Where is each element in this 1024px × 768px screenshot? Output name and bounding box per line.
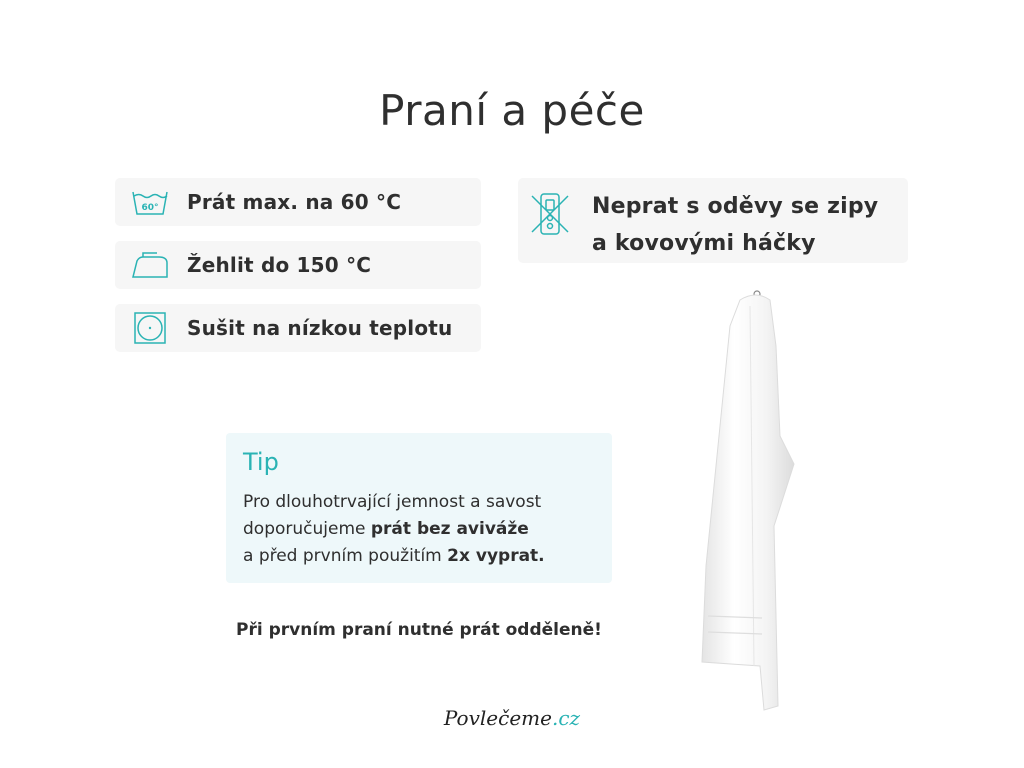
page-title: Praní a péče: [379, 86, 645, 136]
care-item-iron-label: Žehlit do 150 °C: [187, 253, 372, 277]
care-item-iron: [115, 241, 481, 289]
no-zipper-icon: [530, 190, 570, 238]
hanging-towel-image: [690, 286, 802, 714]
brand-name: Povlečeme: [443, 706, 552, 730]
iron-icon: [131, 249, 169, 281]
tip-line1: Pro dlouhotrvající jemnost a savost: [243, 492, 542, 512]
brand-logo: [0, 706, 1024, 730]
tumble-dry-low-icon: [131, 312, 169, 344]
tip-line2-normal: doporučujeme: [243, 519, 371, 539]
wash-60-icon: [131, 186, 169, 218]
care-item-wash: [115, 178, 481, 226]
svg-text:60°: 60°: [141, 203, 159, 213]
care-item-dry: [115, 304, 481, 352]
tip-box: [226, 433, 612, 583]
tip-title: Tip: [243, 448, 279, 476]
care-warning-label: [592, 188, 878, 262]
care-warning-line1: Neprat s oděvy se zipy: [592, 194, 879, 219]
tip-text: [243, 489, 545, 570]
care-item-wash-label: Prát max. na 60 °C: [187, 190, 402, 214]
care-warning-line2: a kovovými háčky: [592, 231, 816, 256]
care-warning-zipper: [518, 178, 908, 263]
tip-line3-normal: a před prvním použitím: [243, 546, 448, 566]
separate-wash-note: Při prvním praní nutné prát odděleně!: [236, 620, 602, 640]
tip-line3-bold: 2x vyprat.: [447, 546, 545, 566]
brand-tld: .cz: [551, 706, 581, 730]
care-item-dry-label: Sušit na nízkou teplotu: [187, 316, 453, 340]
tip-line2-bold: prát bez aviváže: [370, 519, 529, 539]
